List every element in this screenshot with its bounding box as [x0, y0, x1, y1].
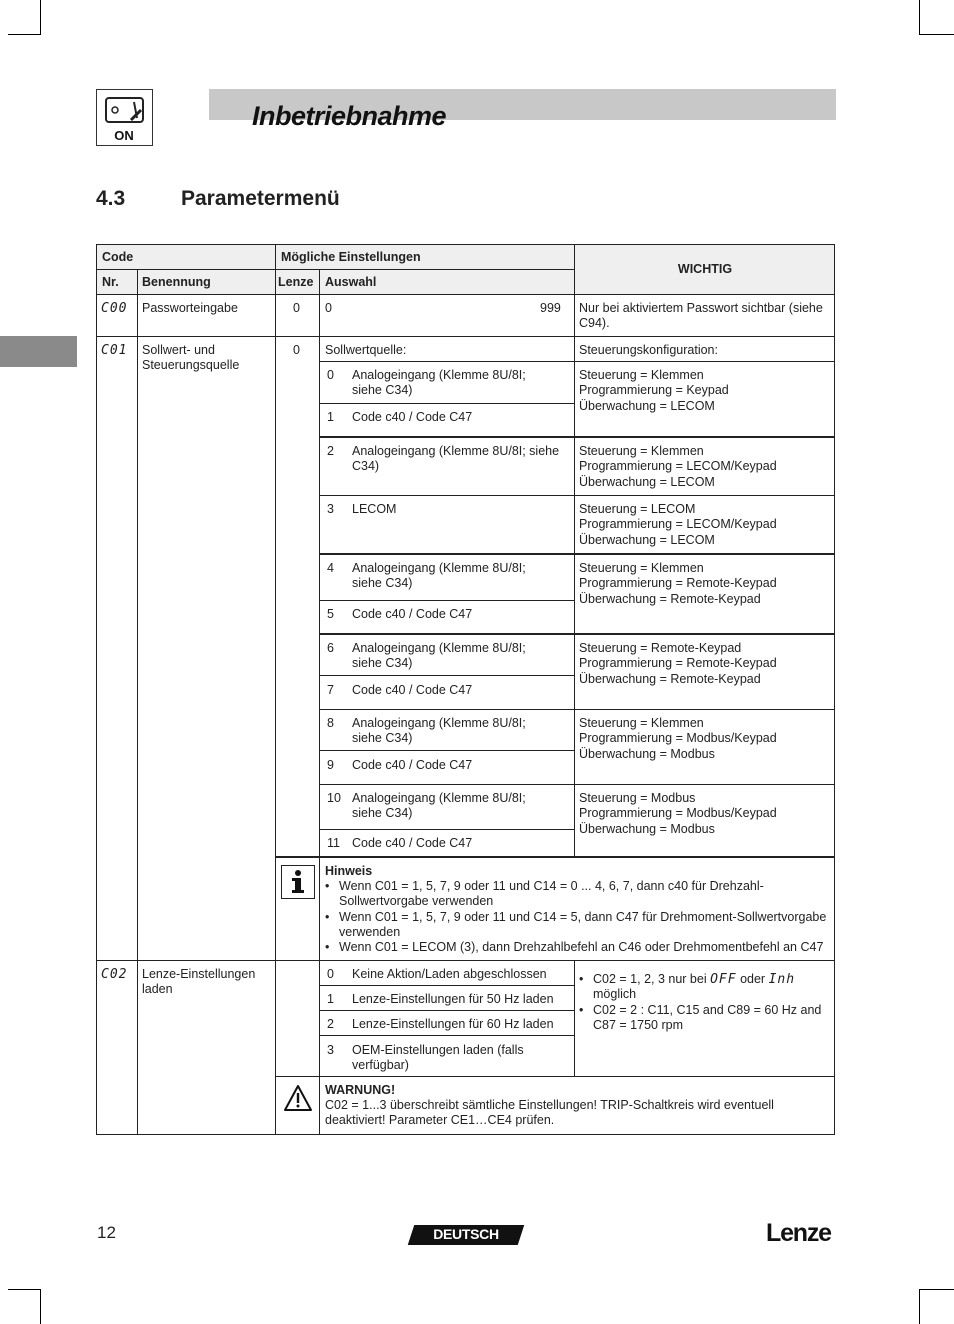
- code-c00: C00: [101, 301, 128, 316]
- header-lenze: Lenze: [278, 275, 314, 289]
- c00-wichtig: Nur bei aktiviertem Passwort sichtbar (siehe C94).: [579, 301, 823, 331]
- code-c02: C02: [101, 967, 128, 982]
- table-line: [319, 633, 835, 635]
- section-number: 4.3: [96, 187, 126, 210]
- section-title: Parametermenü: [181, 187, 340, 210]
- option-text: Keine Aktion/Laden abgeschlossen: [352, 967, 547, 981]
- c00-name: Passworteingabe: [142, 301, 238, 315]
- table-line: [96, 1134, 835, 1135]
- crop-mark: [40, 0, 41, 34]
- table-line: [319, 1010, 575, 1011]
- option-text: Code c40 / Code C47: [352, 758, 473, 772]
- c01-auswahl-title: Sollwertquelle:: [325, 343, 407, 357]
- table-line: [319, 784, 835, 785]
- table-line: [319, 361, 835, 362]
- crop-mark: [8, 34, 41, 35]
- brand-logo: Lenze: [766, 1219, 831, 1247]
- config-text: Steuerung = Klemmen Programmierung = Modbus/Keypad Überwachung = Modbus: [579, 716, 777, 761]
- config-text: Steuerung = Klemmen Programmierung = Remote-Keypad Überwachung = Remote-Keypad: [579, 561, 777, 606]
- table-line: [319, 856, 320, 960]
- option-text: Analogeingang (Klemme 8U/8I; siehe C34): [352, 444, 560, 474]
- table-line: [319, 403, 575, 404]
- c02-wichtig-1mid: oder: [740, 972, 766, 986]
- option-nr: 5: [327, 607, 334, 621]
- option-nr: 7: [327, 683, 334, 697]
- side-tab: [0, 336, 77, 367]
- option-text: Analogeingang (Klemme 8U/8I; siehe C34): [352, 791, 526, 821]
- code-c01: C01: [101, 343, 128, 358]
- table-line: [96, 960, 835, 961]
- header-auswahl: Auswahl: [325, 275, 377, 289]
- option-text: Code c40 / Code C47: [352, 683, 473, 697]
- option-nr: 1: [327, 992, 334, 1006]
- option-text: Code c40 / Code C47: [352, 607, 473, 621]
- table-line: [96, 294, 835, 295]
- crop-mark: [919, 1289, 920, 1324]
- c00-lenze: 0: [293, 301, 300, 315]
- option-nr: 10: [327, 791, 341, 805]
- c01-name: Sollwert- und Steuerungsquelle: [142, 343, 240, 373]
- option-text: Analogeingang (Klemme 8U/8I; siehe C34): [352, 641, 526, 671]
- table-line: [319, 1076, 320, 1134]
- c00-min: 0: [325, 301, 332, 315]
- config-text: Steuerung = Klemmen Programmierung = LECOM/Keypad Überwachung = LECOM: [579, 444, 777, 489]
- table-line: [275, 244, 276, 1135]
- option-text: Analogeingang (Klemme 8U/8I; siehe C34): [352, 561, 526, 591]
- crop-mark: [919, 0, 920, 34]
- option-nr: 9: [327, 758, 334, 772]
- option-nr: 2: [327, 444, 334, 458]
- on-label: ON: [114, 128, 134, 143]
- crop-mark: [8, 1289, 41, 1290]
- config-text: Steuerung = Klemmen Programmierung = Keypad Überwachung = LECOM: [579, 368, 729, 413]
- table-line: [319, 1035, 575, 1036]
- note-list: [325, 879, 830, 955]
- option-nr: 2: [327, 1017, 334, 1031]
- header-code: Code: [102, 250, 134, 264]
- option-text: Code c40 / Code C47: [352, 410, 473, 424]
- table-line: [319, 553, 835, 555]
- option-text: Analogeingang (Klemme 8U/8I; siehe C34): [352, 368, 526, 398]
- c02-wichtig-list: [579, 972, 829, 1033]
- option-nr: 0: [327, 967, 334, 981]
- info-icon: [281, 865, 315, 899]
- option-nr: 4: [327, 561, 334, 575]
- table-line: [319, 600, 575, 601]
- table-line: [319, 960, 320, 1076]
- option-text: LECOM: [352, 502, 397, 516]
- table-line: [319, 709, 835, 710]
- header-moegliche: Mögliche Einstellungen: [281, 250, 421, 264]
- option-nr: 1: [327, 410, 334, 424]
- warning-title: WARNUNG!: [325, 1083, 396, 1097]
- option-nr: 8: [327, 716, 334, 730]
- table-line: [834, 244, 835, 1135]
- table-line: [275, 856, 835, 858]
- note-title: Hinweis: [325, 864, 373, 878]
- header-benennung: Benennung: [142, 275, 211, 289]
- table-line: [319, 495, 835, 496]
- table-line: [319, 436, 835, 438]
- inh-display: Inh: [768, 972, 796, 987]
- table-line: [96, 244, 97, 1135]
- chapter-title: Inbetriebnahme: [252, 101, 447, 131]
- table-line: [96, 336, 835, 337]
- option-text: Analogeingang (Klemme 8U/8I; siehe C34): [352, 716, 526, 746]
- table-line: [319, 269, 320, 856]
- option-nr: 0: [327, 368, 334, 382]
- option-nr: 3: [327, 502, 334, 516]
- table-line: [319, 985, 575, 986]
- option-nr: 11: [327, 836, 340, 850]
- c01-lenze: 0: [293, 343, 300, 357]
- crop-mark: [919, 34, 954, 35]
- option-nr: 3: [327, 1043, 334, 1057]
- c02-wichtig-item: • C02 = 2 : C11, C15 and C89 = 60 Hz and C87 = 1750 rpm: [579, 1003, 829, 1034]
- c00-max: 999: [540, 301, 561, 315]
- option-text: Code c40 / Code C47: [352, 836, 473, 850]
- language-label: DEUTSCH: [433, 1226, 499, 1242]
- c02-wichtig-1b: möglich: [593, 987, 637, 1002]
- config-text: Steuerung = Modbus Programmierung = Modbus/Keypad Überwachung = Modbus: [579, 791, 777, 836]
- table-line: [319, 750, 575, 751]
- crop-mark: [40, 1289, 41, 1324]
- table-line: [137, 269, 138, 1135]
- c02-wichtig-item: [579, 972, 829, 1003]
- c02-name: Lenze-Einstellungen laden: [142, 967, 256, 997]
- page-number: 12: [97, 1223, 116, 1242]
- crop-mark: [919, 1289, 954, 1290]
- note-item: • Wenn C01 = 1, 5, 7, 9 oder 11 und C14 = 5, dann C47 für Drehmoment-Sollwertvorgabe verwenden: [325, 910, 830, 941]
- table-line: [574, 960, 575, 1076]
- option-nr: 6: [327, 641, 334, 655]
- warning-icon: [283, 1084, 313, 1112]
- header-wichtig: WICHTIG: [677, 262, 733, 276]
- table-line: [96, 269, 574, 270]
- warning-text: C02 = 1...3 überschreibt sämtliche Einstellungen! TRIP-Schaltkreis wird eventuell deaktiviert! Parameter CE1…CE4 prüfen.: [325, 1098, 774, 1128]
- on-switch-icon: [96, 89, 153, 146]
- note-item: • Wenn C01 = 1, 5, 7, 9 oder 11 und C14 = 0 ... 4, 6, 7, dann c40 für Drehzahl-Sollwertvorgabe verwenden: [325, 879, 830, 910]
- table-line: [319, 675, 575, 676]
- table-line: [96, 244, 835, 245]
- config-text: Steuerung = LECOM Programmierung = LECOM/Keypad Überwachung = LECOM: [579, 502, 777, 547]
- c02-wichtig-1a: C02 = 1, 2, 3 nur bei: [593, 972, 707, 986]
- off-display: OFF: [710, 972, 737, 987]
- config-text: Steuerung = Remote-Keypad Programmierung = Remote-Keypad Überwachung = Remote-Keypad: [579, 641, 777, 686]
- option-text: OEM-Einstellungen laden (falls verfügbar): [352, 1043, 524, 1073]
- table-line: [319, 829, 575, 830]
- table-line: [275, 1076, 835, 1077]
- note-item: • Wenn C01 = LECOM (3), dann Drehzahlbefehl an C46 oder Drehmomentbefehl an C47: [325, 940, 830, 955]
- option-text: Lenze-Einstellungen für 60 Hz laden: [352, 1017, 554, 1031]
- c01-wichtig-title: Steuerungskonfiguration:: [579, 343, 718, 357]
- header-nr: Nr.: [102, 275, 119, 289]
- option-text: Lenze-Einstellungen für 50 Hz laden: [352, 992, 554, 1006]
